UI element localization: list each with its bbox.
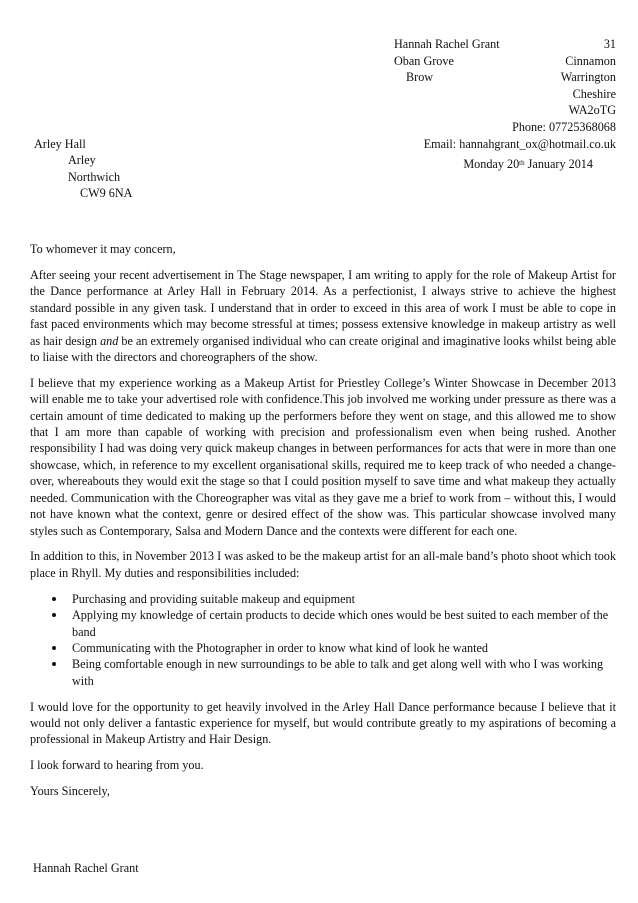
sender-street-row xyxy=(394,53,616,70)
recipient-line-2: Arley xyxy=(68,153,96,168)
duties-list xyxy=(30,591,616,689)
paragraph-1 xyxy=(30,267,616,365)
recipient-address-block xyxy=(34,136,132,202)
letter-date xyxy=(463,156,593,172)
recipient-line-4: CW9 6NA xyxy=(80,186,133,201)
date-day: Monday 20 xyxy=(463,157,520,171)
sender-email: Email: hannahgrant_ox@hotmail.co.uk xyxy=(423,136,616,151)
list-item: Purchasing and providing suitable makeup and equipment xyxy=(30,591,616,607)
salutation: To whomever it may concern, xyxy=(30,242,176,256)
paragraph-2: I believe that my experience working as a Makeup Artist for Priestley College’s Winter Showcase in December 2013 will enable me to take your advertised role with confidence.This job involved me working under pressure as there was a certain amount of time dedicated to making up the performers before they went on stage, and this allowed me to show that I am more than capable of working with precision and professionalism even when being rushed. Another responsibility I had was doing very quick makeup changes in between performances for acts that were in more than one showcase, which, in reference to my excellent organisational skills, required me to keep track of who needed a change-over, whereabouts they would exit the stage so that I could position myself to save time and what makeup they actually needed. Communication with the Choreographer was vital as they gave me a brief to work from – without this, I would not have known what the context, genre or desired effect of the show was. This particular showcase involved many styles such as Contemporary, Salsa and Modern Dance and the contexts were different for each one. xyxy=(30,375,616,538)
closing: Yours Sincerely, xyxy=(30,784,110,799)
list-item: Communicating with the Photographer in order to know what kind of look he wanted xyxy=(30,640,616,656)
paragraph-1-part-b: be an extremely organised individual who can create original and imaginative looks whilst being able to liaise with the directors and choreographers of the show. xyxy=(30,333,617,364)
sender-phone: Phone: 07725368068 xyxy=(512,119,616,134)
paragraph-1-emphasis: and xyxy=(100,333,119,348)
sender-street-right: Cinnamon xyxy=(565,53,616,68)
sender-postcode: WA2oTG xyxy=(568,103,616,118)
paragraph-1-part-a: After seeing your recent advertisement in The Stage newspaper, I am writing to apply for the role of Makeup Artist for the Dance performance at Arley Hall in February 2014. As a perfectionist, I always strive to achieve the highest standard possible in any given task. I understand that in order to exceed in this area of work I must be able to cope in fast paced environments which may become stressful at times; possess extensive knowledge in makeup artistry as well as hair design xyxy=(30,267,616,348)
recipient-line-3: Northwich xyxy=(68,169,121,184)
signature-name: Hannah Rachel Grant xyxy=(33,861,139,875)
sender-house-number: 31 xyxy=(603,37,616,51)
sender-name: Hannah Rachel Grant xyxy=(394,37,500,51)
date-suffix: th xyxy=(519,159,525,167)
sender-town: Warrington xyxy=(560,70,616,85)
list-item: Being comfortable enough in new surroundings to be able to talk and get along well with who I was working with xyxy=(30,656,616,689)
paragraph-4: I would love for the opportunity to get heavily involved in the Arley Hall Dance performance because I believe that it would not only deliver a fantastic experience for myself, but would contribute greatly to my aspirations of becoming a professional in Makeup Artistry and Hair Design. xyxy=(30,699,616,747)
paragraph-5: I look forward to hearing from you. xyxy=(30,758,204,773)
sender-area-row xyxy=(394,69,616,86)
sender-county: Cheshire xyxy=(572,86,616,101)
list-item: Applying my knowledge of certain products to decide which ones would be best suited to each member of the band xyxy=(30,607,616,640)
sender-address-block xyxy=(394,36,616,152)
date-rest: January 2014 xyxy=(524,157,593,171)
recipient-line-1: Arley Hall xyxy=(34,137,86,151)
sender-street: Oban Grove xyxy=(394,53,454,68)
sender-area: Brow xyxy=(406,70,434,85)
paragraph-3: In addition to this, in November 2013 I was asked to be the makeup artist for an all-male band’s photo shoot which took place in Rhyll. My duties and responsibilities included: xyxy=(30,549,616,580)
sender-name-row xyxy=(394,36,616,53)
letter-body xyxy=(30,241,616,809)
